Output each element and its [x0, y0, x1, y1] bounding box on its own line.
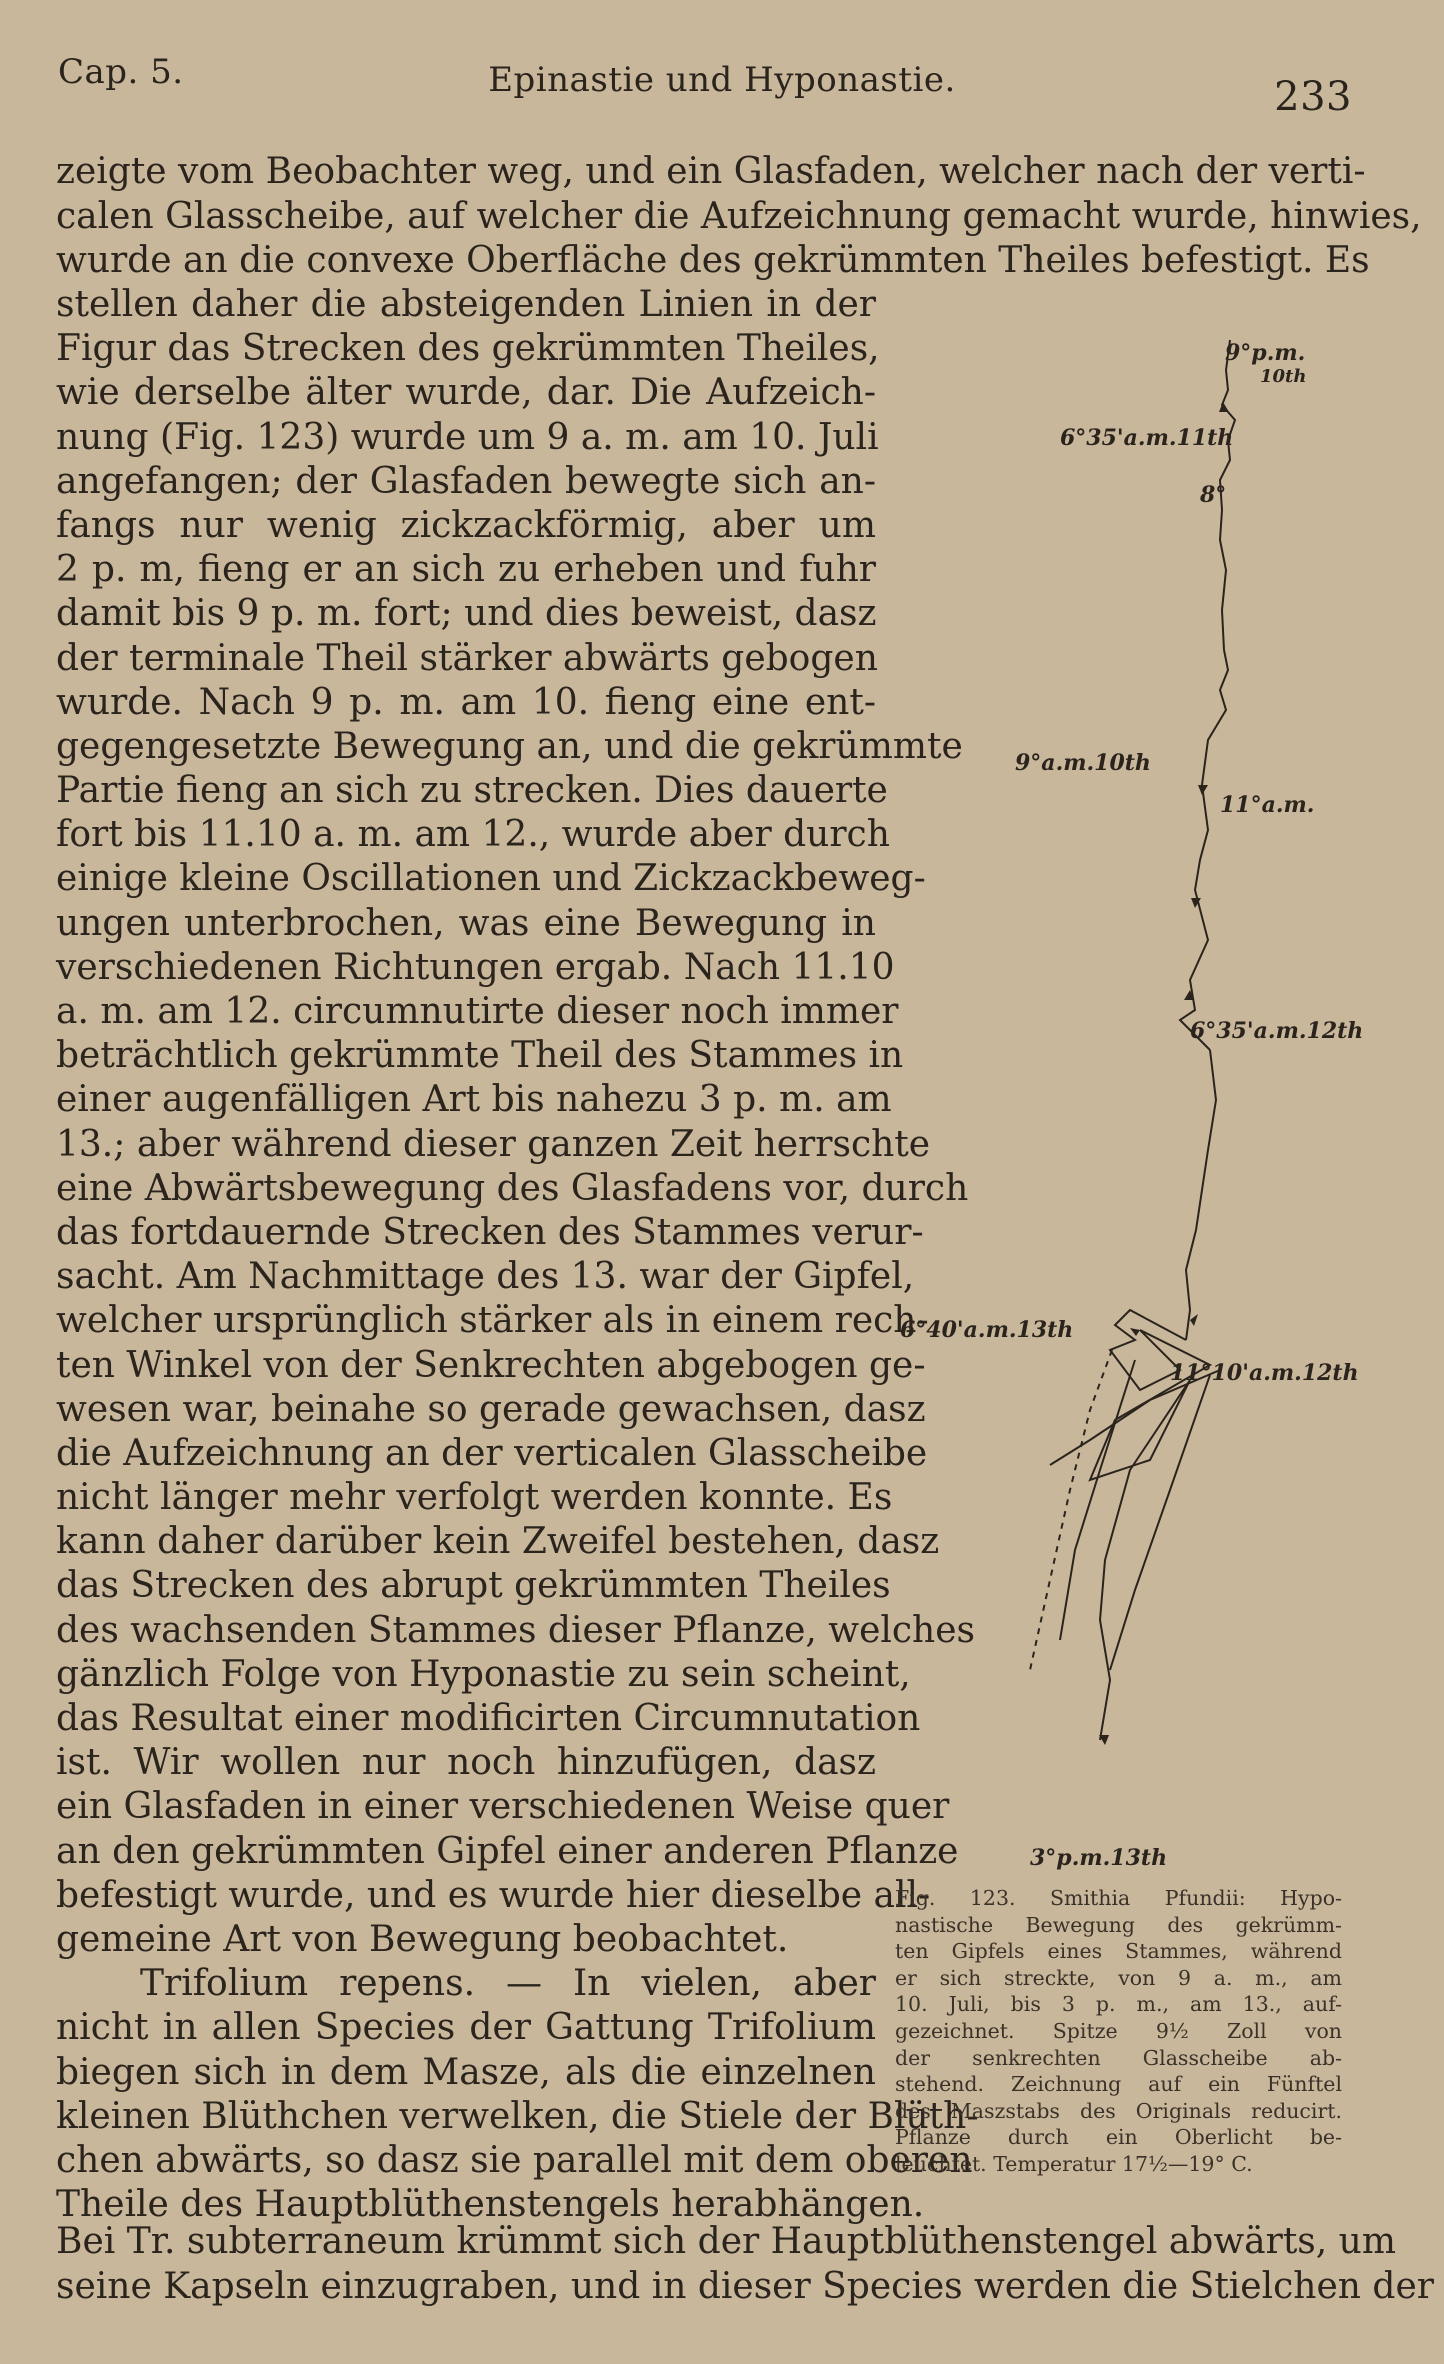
text-line: wurde an die convexe Oberfläche des gekrümmten Theiles befestigt. Es	[56, 240, 1370, 281]
figure-label: 8°	[1200, 482, 1227, 508]
text-line: stellen daher die absteigenden Linien in der	[56, 284, 876, 325]
text-line: kleinen Blüthchen verwelken, die Stiele der Blüth-	[56, 2095, 979, 2137]
caption-line: 10. Juli, bis 3 p. m., am 13., auf-	[895, 1992, 1342, 2017]
figure-label: 10th	[1260, 366, 1307, 387]
text-line: das fortdauernde Strecken des Stammes verur-	[56, 1211, 924, 1253]
text-line: gänzlich Folge von Hyponastie zu sein scheint,	[56, 1653, 911, 1695]
circumnutation-diagram	[890, 330, 1364, 1871]
text-line: calen Glasscheibe, auf welcher die Aufzeichnung gemacht wurde, hinwies,	[56, 195, 1422, 237]
text-line: biegen sich in dem Masze, als die einzelnen	[56, 2051, 876, 2093]
text-line: gemeine Art von Bewegung beobachtet.	[56, 1918, 789, 1960]
text-line: einige kleine Oscillationen und Zickzackbeweg-	[56, 858, 926, 900]
text-line-trifolium: Trifolium repens. — In vielen, aber	[140, 1963, 876, 2005]
text-line: gegengesetzte Bewegung an, und die gekrümmte	[56, 725, 963, 767]
text-line: zeigte vom Beobachter weg, und ein Glasfaden, welcher nach der verti-	[56, 151, 1366, 192]
text-line: eine Abwärtsbewegung des Glasfadens vor, durch	[56, 1167, 969, 1209]
text-line: nicht länger mehr verfolgt werden konnte. Es	[56, 1477, 893, 1519]
caption-line: gezeichnet. Spitze 9½ Zoll von	[895, 2018, 1342, 2043]
arrowhead	[1190, 1314, 1198, 1326]
text-line: Bei Tr. subterraneum krümmt sich der Hauptblüthenstengel abwärts, um	[56, 2221, 1396, 2262]
text-line: an den gekrümmten Gipfel einer anderen Pflanze	[56, 1830, 959, 1872]
text-line: 13.; aber während dieser ganzen Zeit herrschte	[56, 1123, 931, 1165]
text-line: kann daher darüber kein Zweifel bestehen, dasz	[56, 1521, 940, 1563]
text-line: fangs nur wenig zickzackförmig, aber um	[56, 504, 876, 546]
caption-line: Pflanze durch ein Oberlicht be-	[895, 2125, 1342, 2150]
text-line: Figur das Strecken des gekrümmten Theiles,	[56, 328, 880, 370]
figure-label: 11°10'a.m.12th	[1170, 1360, 1359, 1386]
text-line: einer augenfälligen Art bis nahezu 3 p. m. am	[56, 1079, 892, 1121]
text-line: verschiedenen Richtungen ergab. Nach 11.10	[56, 946, 895, 988]
figure-label: 6°35'a.m.11th	[1060, 425, 1234, 451]
text-line: 2 p. m, fieng er an sich zu erheben und fuhr	[56, 549, 876, 591]
text-line: nicht in allen Species der Gattung Trifolium	[56, 2007, 876, 2049]
text-line: das Resultat einer modificirten Circumnutation	[56, 1698, 921, 1739]
figure-label: 6°40'a.m.13th	[900, 1317, 1074, 1343]
text-line: angefangen; der Glasfaden bewegte sich an-	[56, 460, 876, 502]
page-number: 233	[1274, 74, 1352, 120]
text-line: ten Winkel von der Senkrechten abgebogen ge-	[56, 1344, 926, 1386]
arrowhead	[1219, 402, 1229, 412]
trace-line	[1180, 650, 1228, 1050]
trace-line	[1186, 1050, 1216, 1340]
text-line: ist. Wir wollen nur noch hinzufügen, dasz	[56, 1742, 876, 1784]
text-line: damit bis 9 p. m. fort; und dies beweist, dasz	[56, 593, 877, 635]
figure-label: 9°p.m.	[1225, 340, 1306, 366]
text-line: fort bis 11.10 a. m. am 12., wurde aber durch	[56, 814, 890, 856]
figure-caption	[895, 1885, 1342, 2178]
text-line: wesen war, beinahe so gerade gewachsen, dasz	[56, 1388, 926, 1430]
paragraph-narrow-column	[56, 283, 979, 2227]
caption-line: der senkrechten Glasscheibe ab-	[895, 2045, 1342, 2070]
paragraph-top	[56, 150, 1422, 284]
caption-line: leuchtet. Temperatur 17½—19° C.	[895, 2151, 1253, 2176]
text-line: wie derselbe älter wurde, dar. Die Aufzeich-	[56, 372, 876, 414]
paragraph-bottom	[56, 2220, 1434, 2309]
running-head-title: Epinastie und Hyponastie.	[488, 60, 956, 100]
figure-123-tracing	[890, 330, 1364, 1871]
figure-label: 11°a.m.	[1220, 792, 1315, 818]
text-line: nung (Fig. 123) wurde um 9 a. m. am 10. Juli	[56, 416, 879, 458]
trace-line	[1110, 1375, 1210, 1670]
arrowhead	[1130, 1328, 1140, 1336]
text-line: ungen unterbrochen, was eine Bewegung in	[56, 902, 876, 944]
text-line: seine Kapseln einzugraben, und in dieser Species werden die Stielchen der	[56, 2265, 1434, 2307]
text-line: Theile des Hauptblüthenstengels herabhängen.	[56, 2184, 925, 2226]
caption-line: er sich streckte, von 9 a. m., am	[895, 1965, 1342, 1990]
caption-line: des Maszstabs des Originals reducirt.	[895, 2098, 1342, 2123]
figure-label: 6°35'a.m.12th	[1190, 1018, 1364, 1044]
text-line: des wachsenden Stammes dieser Pflanze, welches	[56, 1609, 976, 1651]
text-line: beträchtlich gekrümmte Theil des Stammes in	[56, 1035, 904, 1077]
caption-line: Fig. 123. Smithia Pfundii: Hypo-	[895, 1886, 1342, 1910]
text-line: a. m. am 12. circumnutirte dieser noch immer	[56, 991, 899, 1032]
caption-line: ten Gipfels eines Stammes, während	[895, 1939, 1342, 1964]
text-line: wurde. Nach 9 p. m. am 10. fieng eine ent-	[56, 681, 876, 723]
caption-line: stehend. Zeichnung auf ein Fünftel	[895, 2072, 1342, 2097]
figure-label: 9°a.m.10th	[1015, 750, 1151, 776]
text-line: der terminale Theil stärker abwärts gebogen	[56, 637, 878, 679]
text-line: sacht. Am Nachmittage des 13. war der Gipfel,	[56, 1256, 915, 1298]
text-line: chen abwärts, so dasz sie parallel mit dem oberen	[56, 2139, 973, 2181]
running-head-chapter: Cap. 5.	[58, 52, 184, 92]
text-line: das Strecken des abrupt gekrümmten Theiles	[56, 1565, 891, 1607]
text-line: befestigt wurde, und es wurde hier dieselbe all-	[56, 1874, 931, 1916]
figure-label: 3°p.m.13th	[1030, 1845, 1168, 1871]
text-line: die Aufzeichnung an der verticalen Glasscheibe	[56, 1432, 928, 1474]
caption-line: nastische Bewegung des gekrümm-	[895, 1912, 1342, 1937]
text-line: ein Glasfaden in einer verschiedenen Weise quer	[56, 1786, 950, 1828]
trace-line	[1060, 1360, 1135, 1640]
text-line: welcher ursprünglich stärker als in einem rech-	[56, 1300, 929, 1342]
text-line: Partie fieng an sich zu strecken. Dies dauerte	[56, 770, 888, 812]
